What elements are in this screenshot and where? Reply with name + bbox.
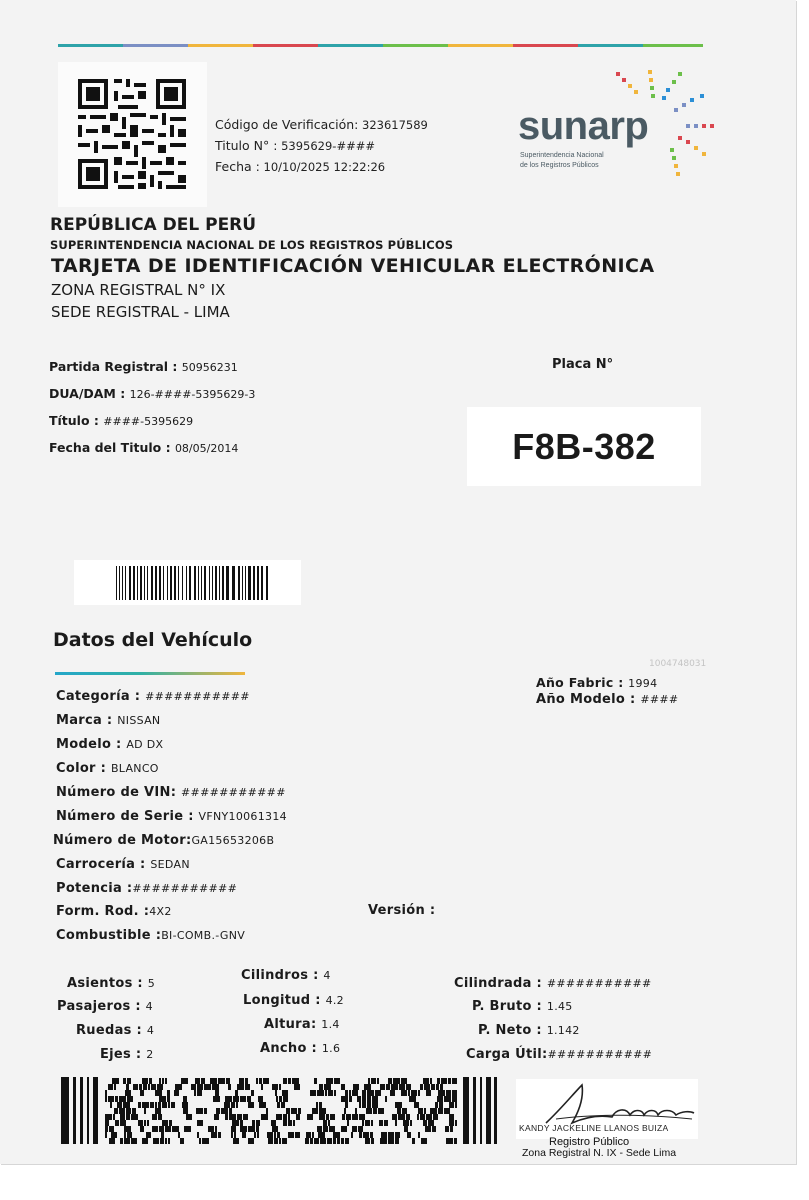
qr-code	[58, 62, 207, 207]
carroceria: Carrocería : SEDAN	[56, 857, 190, 872]
verification-code: Código de Verificación: 323617589	[215, 117, 428, 132]
section-title-datos-vehiculo: Datos del Vehículo	[53, 629, 253, 651]
placa-label: Placa N°	[552, 357, 614, 372]
barcode-2d	[61, 1077, 498, 1144]
numero-motor: Número de Motor:GA15653206B	[53, 833, 275, 848]
combustible: Combustible :BI-COMB.-GNV	[56, 928, 246, 943]
peso-neto: P. Neto : 1.142	[478, 1023, 580, 1038]
signer-zone: Zona Registral N. IX - Sede Lima	[522, 1147, 677, 1159]
fecha-titulo: Fecha del Titulo : 08/05/2014	[49, 440, 239, 455]
form-rod: Form. Rod. :4X2	[56, 904, 172, 919]
pasajeros: Pasajeros : 4	[57, 999, 153, 1014]
plate-number: F8B-382	[467, 407, 701, 486]
header-titulo: Titulo N° : 5395629-####	[215, 138, 376, 153]
header-fecha: Fecha : 10/10/2025 12:22:26	[215, 159, 386, 174]
asientos: Asientos : 5	[67, 976, 156, 991]
partida-registral: Partida Registral : 50956231	[49, 359, 238, 374]
sunarp-logo-text: sunarp	[518, 104, 649, 148]
top-color-stripe	[58, 44, 703, 47]
anio-modelo: Año Modelo : ####	[536, 692, 679, 707]
cilindros: Cilindros : 4	[241, 968, 331, 983]
section-underline	[55, 672, 245, 675]
titulo-field: Título : ####-5395629	[49, 413, 194, 428]
superintendencia-heading: SUPERINTENDENCIA NACIONAL DE LOS REGISTROS PÚBLICOS	[50, 238, 454, 252]
barcode-small	[74, 560, 301, 605]
sede-registral: SEDE REGISTRAL - LIMA	[51, 303, 230, 321]
numero-serie: Número de Serie : VFNY10061314	[56, 809, 287, 824]
document-serial: 1004748031	[649, 659, 707, 669]
dua-dam: DUA/DAM : 126-####-5395629-3	[49, 386, 256, 401]
potencia: Potencia :###########	[56, 881, 238, 896]
qr-code-panel	[58, 62, 207, 207]
color: Color : BLANCO	[56, 761, 159, 776]
modelo: Modelo : AD DX	[56, 737, 164, 752]
republica-heading: REPÚBLICA DEL PERÚ	[50, 215, 257, 235]
signer-role: Registro Público	[549, 1136, 630, 1148]
signature-block	[516, 1079, 698, 1159]
longitud: Longitud : 4.2	[243, 993, 344, 1008]
ruedas: Ruedas : 4	[76, 1023, 155, 1038]
ancho: Ancho : 1.6	[260, 1041, 341, 1056]
peso-bruto: P. Bruto : 1.45	[472, 999, 573, 1014]
cilindrada: Cilindrada : ###########	[454, 976, 652, 991]
ejes: Ejes : 2	[100, 1047, 154, 1062]
sunarp-logo-icon	[612, 68, 718, 180]
signer-name: KANDY JACKELINE LLANOS BUIZA	[519, 1123, 669, 1133]
sunarp-subtitle-2: de los Registros Públicos	[520, 162, 599, 169]
anio-fabric: Año Fabric : 1994	[536, 675, 658, 690]
carga-util: Carga Útil:###########	[466, 1047, 653, 1062]
altura: Altura: 1.4	[264, 1017, 340, 1032]
document-title: TARJETA DE IDENTIFICACIÓN VEHICULAR ELECTRÓNICA	[51, 255, 655, 277]
marca: Marca : NISSAN	[56, 713, 161, 728]
version-label: Versión :	[368, 903, 436, 918]
categoria: Categoría : ###########	[56, 689, 250, 704]
sunarp-subtitle-1: Superintendencia Nacional	[520, 152, 604, 159]
numero-vin: Número de VIN: ###########	[56, 785, 286, 800]
zona-registral: ZONA REGISTRAL N° IX	[51, 281, 226, 299]
